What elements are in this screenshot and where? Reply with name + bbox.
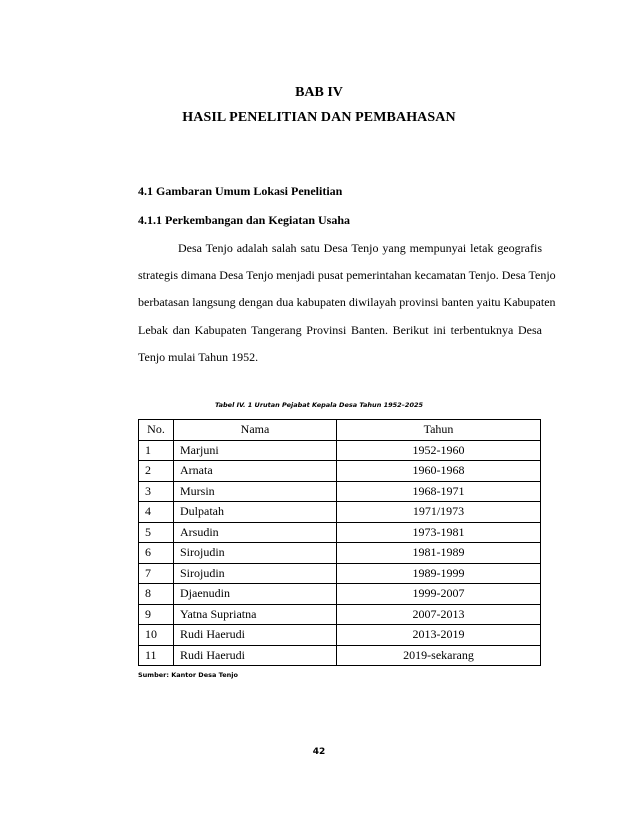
table-header-row <box>139 420 541 441</box>
paragraph-line: berbatasan langsung dengan dua kabupaten diwilayah provinsi banten yaitu Kabupaten <box>138 295 556 309</box>
cell-no: 1 <box>139 440 174 461</box>
table-row <box>139 543 541 564</box>
cell-tahun: 1981-1989 <box>337 543 541 564</box>
cell-no: 3 <box>139 481 174 502</box>
village-heads-table <box>138 419 541 666</box>
cell-tahun: 2019-sekarang <box>337 645 541 666</box>
cell-tahun: 1960-1968 <box>337 461 541 482</box>
table-row <box>139 461 541 482</box>
cell-no: 10 <box>139 625 174 646</box>
header-no: No. <box>139 420 174 441</box>
paragraph-line: Tenjo mulai Tahun 1952. <box>138 350 259 364</box>
cell-nama: Arnata <box>174 461 337 482</box>
table-caption: Tabel IV. 1 Urutan Pejabat Kepala Desa Tahun 1952–2025 <box>214 401 424 409</box>
table-row <box>139 502 541 523</box>
table-row <box>139 584 541 605</box>
cell-nama: Rudi Haerudi <box>174 625 337 646</box>
cell-nama: Djaenudin <box>174 584 337 605</box>
table-row <box>139 604 541 625</box>
cell-nama: Sirojudin <box>174 543 337 564</box>
table-row <box>139 440 541 461</box>
cell-no: 9 <box>139 604 174 625</box>
header-tahun: Tahun <box>337 420 541 441</box>
cell-no: 7 <box>139 563 174 584</box>
cell-tahun: 1999-2007 <box>337 584 541 605</box>
paragraph-line: Lebak dan Kabupaten Tangerang Provinsi Banten. Berikut ini terbentuknya Desa <box>138 323 542 337</box>
cell-tahun: 1968-1971 <box>337 481 541 502</box>
table-row <box>139 522 541 543</box>
cell-no: 8 <box>139 584 174 605</box>
cell-no: 6 <box>139 543 174 564</box>
header-nama: Nama <box>174 420 337 441</box>
cell-nama: Arsudin <box>174 522 337 543</box>
cell-no: 4 <box>139 502 174 523</box>
cell-no: 11 <box>139 645 174 666</box>
paragraph-line: Desa Tenjo adalah salah satu Desa Tenjo yang mempunyai letak geografis <box>178 241 542 255</box>
section-heading: 4.1 Gambaran Umum Lokasi Penelitian <box>138 184 343 198</box>
cell-tahun: 1971/1973 <box>337 502 541 523</box>
cell-nama: Rudi Haerudi <box>174 645 337 666</box>
cell-no: 5 <box>139 522 174 543</box>
cell-no: 2 <box>139 461 174 482</box>
table-row <box>139 645 541 666</box>
table-row <box>139 563 541 584</box>
cell-nama: Marjuni <box>174 440 337 461</box>
cell-nama: Yatna Supriatna <box>174 604 337 625</box>
cell-nama: Dulpatah <box>174 502 337 523</box>
chapter-number: BAB IV <box>295 85 343 100</box>
cell-tahun: 1989-1999 <box>337 563 541 584</box>
table-row <box>139 625 541 646</box>
page-number: 42 <box>312 747 326 757</box>
cell-nama: Mursin <box>174 481 337 502</box>
cell-tahun: 1952-1960 <box>337 440 541 461</box>
cell-tahun: 1973-1981 <box>337 522 541 543</box>
cell-nama: Sirojudin <box>174 563 337 584</box>
cell-tahun: 2007-2013 <box>337 604 541 625</box>
cell-tahun: 2013-2019 <box>337 625 541 646</box>
chapter-title: HASIL PENELITIAN DAN PEMBAHASAN <box>182 110 456 125</box>
subsection-heading: 4.1.1 Perkembangan dan Kegiatan Usaha <box>138 213 351 227</box>
table-source: Sumber: Kantor Desa Tenjo <box>138 671 238 679</box>
paragraph-line: strategis dimana Desa Tenjo menjadi pusat pemerintahan kecamatan Tenjo. Desa Tenjo <box>138 268 556 282</box>
table-row <box>139 481 541 502</box>
